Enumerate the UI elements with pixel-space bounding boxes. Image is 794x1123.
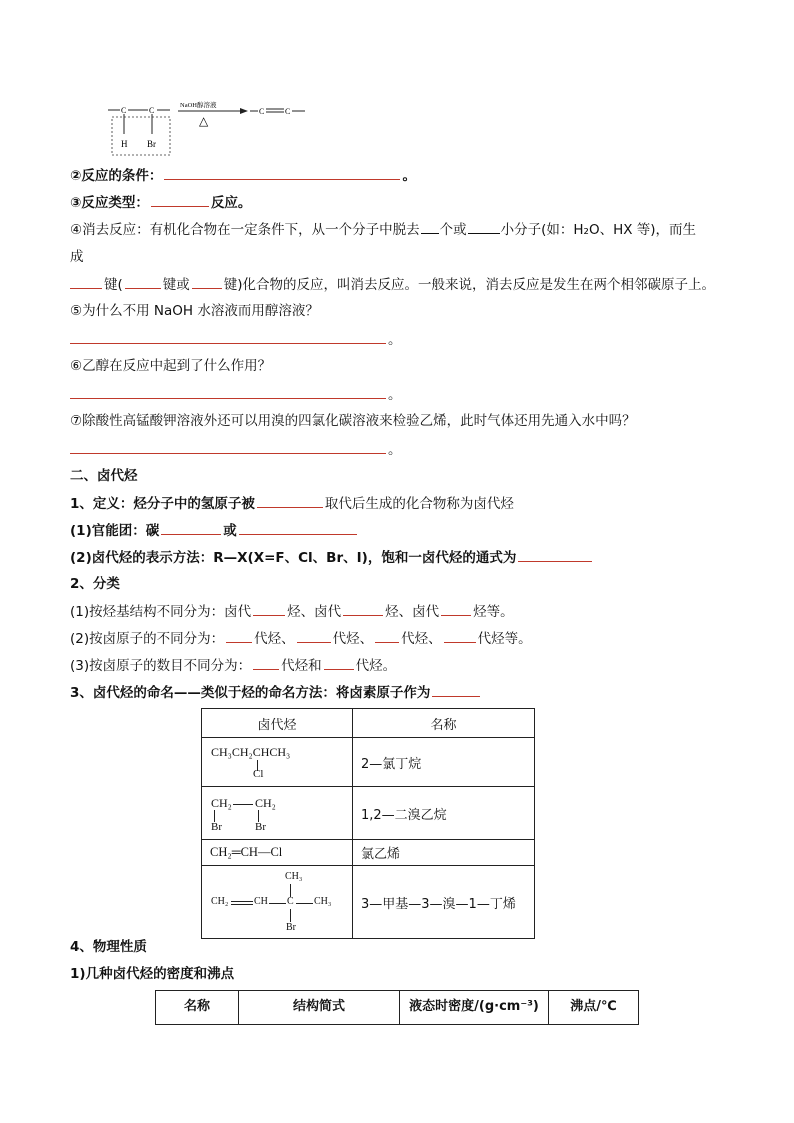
cls-text: 2、分类	[70, 576, 120, 592]
c2-blank2[interactable]	[297, 629, 331, 643]
q6-answer	[70, 385, 402, 404]
q6-blank[interactable]	[70, 385, 386, 399]
physical-properties-heading	[70, 938, 147, 956]
table-header-row	[156, 991, 639, 1025]
svg-text:C: C	[259, 107, 265, 116]
q5-text: ⑤为什么不用 NaOH 水溶液而用醇溶液？	[70, 303, 319, 319]
svg-text:C: C	[285, 107, 291, 116]
representation-line	[70, 548, 594, 567]
naming-text: 3、卤代烃的命名——类似于烃的命名方法：将卤素原子作为	[70, 685, 431, 701]
period: 。	[388, 387, 402, 403]
formula-ch2-b: CH₂	[255, 796, 276, 810]
c1-blank3[interactable]	[441, 602, 471, 616]
q4-blank2[interactable]	[468, 220, 500, 234]
q4-text-f: 键或	[162, 277, 190, 293]
table-row	[202, 738, 535, 787]
diagram-heat: △	[199, 114, 209, 128]
c2-blank1[interactable]	[226, 629, 252, 643]
q5-blank[interactable]	[70, 330, 386, 344]
formula-cell	[202, 866, 353, 939]
q5-line	[70, 302, 319, 320]
c1-text-a: (1)按烃基结构不同分为：卤代	[70, 604, 252, 620]
section-2-title: 二、卤代烃	[70, 468, 138, 484]
period: 。	[388, 442, 402, 458]
bond-line	[269, 903, 286, 904]
formula-cell	[202, 787, 353, 840]
bond-line	[290, 909, 291, 922]
q4-text-d: 成	[70, 249, 84, 265]
q3-tail: 反应。	[210, 195, 252, 211]
classification-heading	[70, 575, 120, 593]
q4-text-c: 小分子(如：H₂O、HX 等)，而生	[500, 222, 697, 238]
c2-blank4[interactable]	[444, 629, 476, 643]
c1-blank1[interactable]	[253, 602, 285, 616]
diagram-br: Br	[147, 139, 156, 149]
bond-line	[231, 904, 253, 905]
q4-line2	[70, 248, 84, 266]
c1-text-c: 烃、卤代	[385, 604, 440, 620]
c3-blank2[interactable]	[324, 656, 354, 670]
table-row	[202, 866, 535, 939]
fg-blank2[interactable]	[239, 521, 357, 535]
bond-line	[231, 901, 253, 902]
table-header-name: 名称	[156, 991, 239, 1025]
q7-answer	[70, 440, 402, 459]
table-header-name: 名称	[353, 709, 535, 738]
c3-text-c: 代烃。	[355, 658, 397, 674]
period: 。	[388, 332, 402, 348]
substituent-br-1: Br	[211, 821, 222, 833]
q2-label: ②反应的条件：	[70, 168, 163, 184]
fg-text-b: 或	[223, 523, 237, 539]
formula-vinyl-chloride: CH₂═CH—Cl	[202, 840, 353, 866]
q7-blank[interactable]	[70, 440, 386, 454]
c2-text-d: 代烃、	[401, 631, 442, 647]
density-boiling-heading	[70, 965, 234, 983]
name-cell: 氯乙烯	[353, 840, 535, 866]
table-header-haloalkane: 卤代烃	[202, 709, 353, 738]
c1-text-d: 烃等。	[473, 604, 514, 620]
class-3-line	[70, 656, 396, 675]
q4-blank4[interactable]	[125, 275, 161, 289]
q7-text: ⑦除酸性高锰酸钾溶液外还可以用溴的四氯化碳溶液来检验乙烯，此时气体还用先通入水中吗？	[70, 413, 636, 429]
substituent-cl: Cl	[253, 768, 264, 780]
c3-blank1[interactable]	[253, 656, 279, 670]
elimination-reaction-diagram	[100, 96, 315, 158]
q5-answer	[70, 330, 402, 349]
c1-text-b: 烃、卤代	[287, 604, 342, 620]
substituent-br-2: Br	[255, 821, 266, 833]
q2-line	[70, 166, 416, 185]
formula-ch2: CH₂	[211, 896, 229, 907]
c2-blank3[interactable]	[375, 629, 399, 643]
c2-text-b: 代烃、	[254, 631, 295, 647]
def-text-b: 取代后生成的化合物称为卤代烃	[324, 496, 514, 512]
table-header-density: 液态时密度/(g·cm⁻³)	[400, 991, 549, 1025]
bond-line	[233, 804, 253, 805]
formula-ch3-right: CH₃	[314, 896, 332, 907]
haloalkane-naming-table	[201, 708, 535, 939]
c2-text-c: 代烃、	[332, 631, 374, 647]
table-header-boiling-point: 沸点/℃	[549, 991, 639, 1025]
q2-blank[interactable]	[164, 166, 400, 180]
table-header-row	[202, 709, 535, 738]
q4-text-a: ④消去反应：有机化合物在一定条件下，从一个分子中脱去	[70, 222, 420, 238]
q7-line	[70, 412, 636, 430]
fg-blank1[interactable]	[161, 521, 221, 535]
q6-line	[70, 357, 271, 375]
q4-text-b: 个或	[439, 222, 467, 238]
q3-blank[interactable]	[151, 193, 209, 207]
diagram-h: H	[121, 139, 128, 149]
svg-text:C: C	[121, 106, 127, 115]
period: 。	[402, 168, 416, 184]
q4-line3	[70, 275, 715, 294]
diagram-reagent: NaOH醇溶液	[180, 102, 217, 109]
functional-group-line	[70, 521, 359, 540]
c2-text-e: 代烃等。	[477, 631, 532, 647]
name-cell: 3—甲基—3—溴—1—丁烯	[353, 866, 535, 939]
definition-line	[70, 494, 514, 513]
naming-heading	[70, 683, 482, 702]
formula-ch2-a: CH₂	[211, 796, 232, 810]
q4-text-g: 键)化合物的反应，叫消去反应。一般来说，消去反应是发生在两个相邻碳原子上。	[223, 277, 716, 293]
naming-blank[interactable]	[432, 683, 480, 697]
q6-text: ⑥乙醇在反应中起到了什么作用？	[70, 358, 272, 374]
name-cell: 2—氯丁烷	[353, 738, 535, 787]
density-boiling-table	[155, 990, 639, 1025]
formula-ch: CH	[254, 896, 268, 907]
formula-2-chlorobutane: CH₃CH₂CHCH₃	[211, 745, 291, 759]
def-blank[interactable]	[257, 494, 323, 508]
substituent-br: Br	[286, 922, 296, 933]
table-row	[202, 840, 535, 866]
class-1-line	[70, 602, 514, 621]
q4-blank5[interactable]	[192, 275, 222, 289]
c1-blank2[interactable]	[343, 602, 383, 616]
def-text-a: 1、定义：烃分子中的氢原子被	[70, 496, 255, 512]
q4-blank3[interactable]	[70, 275, 102, 289]
q3-line	[70, 193, 251, 212]
q4-line1	[70, 220, 696, 239]
fg-text-a: (1)官能团：碳	[70, 523, 160, 539]
svg-text:C: C	[149, 106, 155, 115]
rep-blank[interactable]	[518, 548, 592, 562]
table-row	[202, 787, 535, 840]
class-2-line	[70, 629, 532, 648]
c2-text-a: (2)按卤原子的不同分为：	[70, 631, 225, 647]
c3-text-a: (3)按卤原子的数目不同分为：	[70, 658, 252, 674]
section-2-heading	[70, 467, 138, 485]
q4-blank1[interactable]	[421, 220, 439, 234]
table-header-structure: 结构简式	[239, 991, 400, 1025]
phys1-text: 1)几种卤代烃的密度和沸点	[70, 966, 235, 982]
formula-c: C	[287, 896, 294, 907]
q3-label: ③反应类型：	[70, 195, 149, 211]
q4-text-e: 键(	[104, 277, 123, 293]
c3-text-b: 代烃和	[281, 658, 322, 674]
rep-text: (2)卤代烃的表示方法：R—X(X=F、Cl、Br、I)，饱和一卤代烃的通式为	[70, 550, 517, 566]
name-cell: 1,2—二溴乙烷	[353, 787, 535, 840]
bond-line	[296, 903, 313, 904]
formula-cell	[202, 738, 353, 787]
substituent-ch3-top: CH₃	[285, 871, 303, 882]
phys-text: 4、物理性质	[70, 939, 147, 955]
